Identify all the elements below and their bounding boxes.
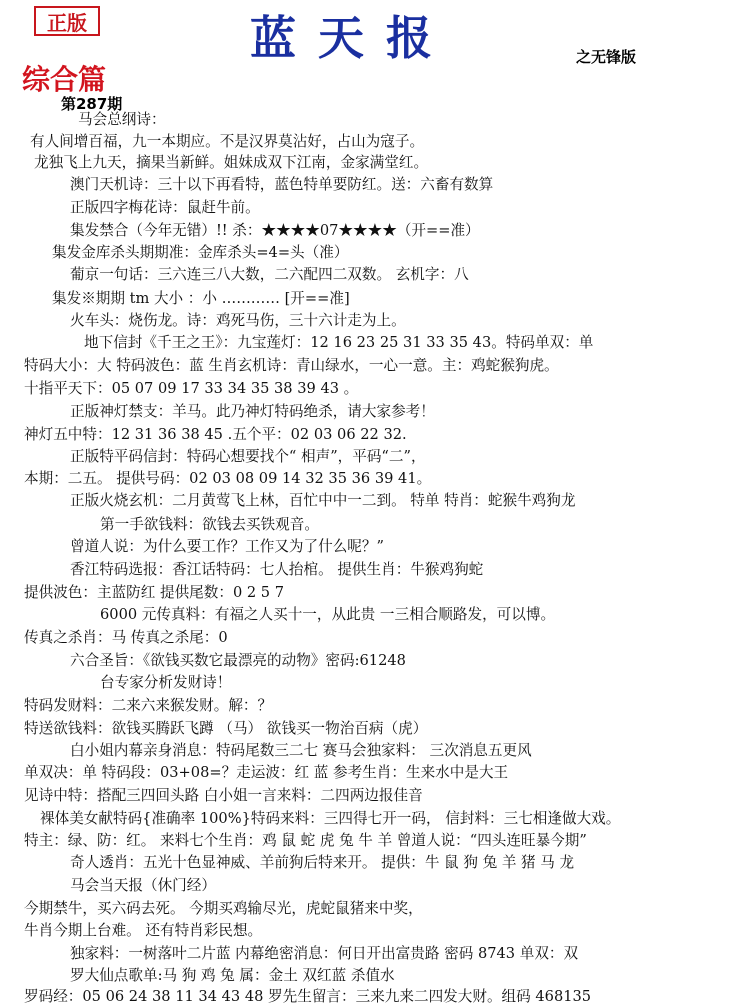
text-line: 集发金库杀头期期准：金库杀头=4=头（准）: [52, 244, 349, 261]
text-line: 十指平天下：05 07 09 17 33 34 35 38 39 43 。: [24, 380, 359, 397]
text-line: 特主：绿、防：红。 来料七个生肖：鸡 鼠 蛇 虎 兔 牛 羊 曾道人说：“四头连旺暴今期”: [24, 832, 587, 849]
text-line: 特码发财料：二来六来猴发财。解：？: [24, 697, 273, 714]
text-line: 神灯五中特：12 31 36 38 45 .五个平：02 03 06 22 32.: [24, 426, 407, 443]
text-line: 集发禁合（今年无错）!! 杀：★★★★07★★★★（开==准）: [70, 222, 480, 239]
text-line: 火车头：烧伤龙。诗：鸡死马伤，三十六计走为上。: [70, 312, 406, 329]
text-line: 龙独飞上九天，摘果当新鲜。姐妹成双下江南，金家满堂红。: [34, 154, 429, 171]
newspaper-title: 蓝天报: [250, 11, 454, 65]
text-line: 单双决：单 特码段：03+08=？走运波：红 蓝 参考生肖：生来水中是大王: [24, 764, 509, 781]
text-line: 传真之杀肖：马 传真之杀尾：0: [24, 629, 228, 646]
text-line: 正版火烧玄机：二月黄莺飞上林，百忙中中一二到。 特单 特肖：蛇猴牛鸡狗龙: [70, 492, 576, 509]
text-line: 见诗中特：搭配三四回头路 白小姐一言来料：二四两边报佳音: [24, 787, 423, 804]
official-badge: 正版: [34, 6, 100, 36]
text-line: 白小姐内幕亲身消息：特码尾数三二七 赛马会独家料： 三次消息五更风: [70, 742, 532, 759]
text-line: 正版特平码信封：特码心想要找个“ 相声”，平码“二”，: [70, 448, 426, 465]
text-line: 马会当天报（休门经）: [70, 877, 216, 894]
text-line: 正版四字梅花诗：鼠赶牛前。: [70, 199, 260, 216]
text-line: 正版神灯禁支：羊马。此乃神灯特码绝杀，请大家参考！: [70, 403, 435, 420]
text-line: 澳门天机诗：三十以下再看特，蓝色特单要防红。送：六畜有数算: [70, 176, 494, 193]
text-line: 6000 元传真料：有福之人买十一，从此贵 一三相合顺路发，可以博。: [100, 606, 556, 623]
text-line: 集发※期期 tm 大小 ：小 ………… [开==准]: [52, 290, 350, 307]
text-line: 第一手欲钱料：欲钱去买铁观音。: [100, 516, 319, 533]
text-line: 特送欲钱料：欲钱买腾跃飞蹲 （马） 欲钱买一物治百病（虎）: [24, 720, 428, 737]
text-line: 香江特码选报：香江话特码：七人抬棺。 提供生肖：牛猴鸡狗蛇: [70, 561, 484, 578]
text-line: 提供波色：主蓝防红 提供尾数：0 2 5 7: [24, 584, 285, 601]
edition-label: 之无锋版: [576, 48, 637, 66]
section-heading: 综合篇: [22, 63, 107, 96]
text-line: 马会总纲诗：: [78, 111, 166, 128]
text-line: 葡京一句话：三六连三八大数，二六配四二双数。 玄机字：八: [70, 266, 469, 283]
text-line: 六合圣旨：《欲钱买数它最漂亮的动物》密码:61248: [70, 652, 406, 669]
text-line: 牛肖今期上台难。 还有特肖彩民想。: [24, 922, 263, 939]
text-line: 裸体美女献特码{准确率 100%}特码来料：三四得七开一码， 信封料：三七相逢做大戏。: [40, 810, 621, 827]
text-line: 罗码经：05 06 24 38 11 34 43 48 罗先生留言：三来九来二四发大财。组码 468135: [24, 988, 592, 1005]
issue-number: 第287期: [61, 95, 123, 113]
text-line: 有人间增百福，九一本期应。不是汉界莫沾好，占山为寇子。: [30, 133, 425, 150]
text-line: 地下信封《千王之王》：九宝莲灯：12 16 23 25 31 33 35 43。特码单双：单: [84, 334, 594, 351]
text-line: 今期禁牛，买六码去死。 今期买鸡输尽光，虎蛇鼠猪来中奖，: [24, 900, 423, 917]
text-line: 台专家分析发财诗！: [100, 674, 232, 691]
text-line: 独家料：一树落叶二片蓝 内幕绝密消息：何日开出富贵路 密码 8743 单双：双: [70, 945, 579, 962]
text-line: 奇人透肖：五光十色显神威、羊前狗后特来开。 提供：牛 鼠 狗 兔 羊 猪 马 龙: [70, 854, 575, 871]
text-line: 曾道人说：为什么要工作？工作又为了什么呢？”: [70, 538, 384, 555]
text-line: 本期：二五。 提供号码：02 03 08 09 14 32 35 36 39 41。: [24, 470, 432, 487]
text-line: 罗大仙点歌单:马 狗 鸡 兔 属：金土 双红蓝 杀值水: [70, 967, 395, 984]
text-line: 特码大小：大 特码波色：蓝 生肖玄机诗：青山绿水，一心一意。主：鸡蛇猴狗虎。: [24, 357, 559, 374]
